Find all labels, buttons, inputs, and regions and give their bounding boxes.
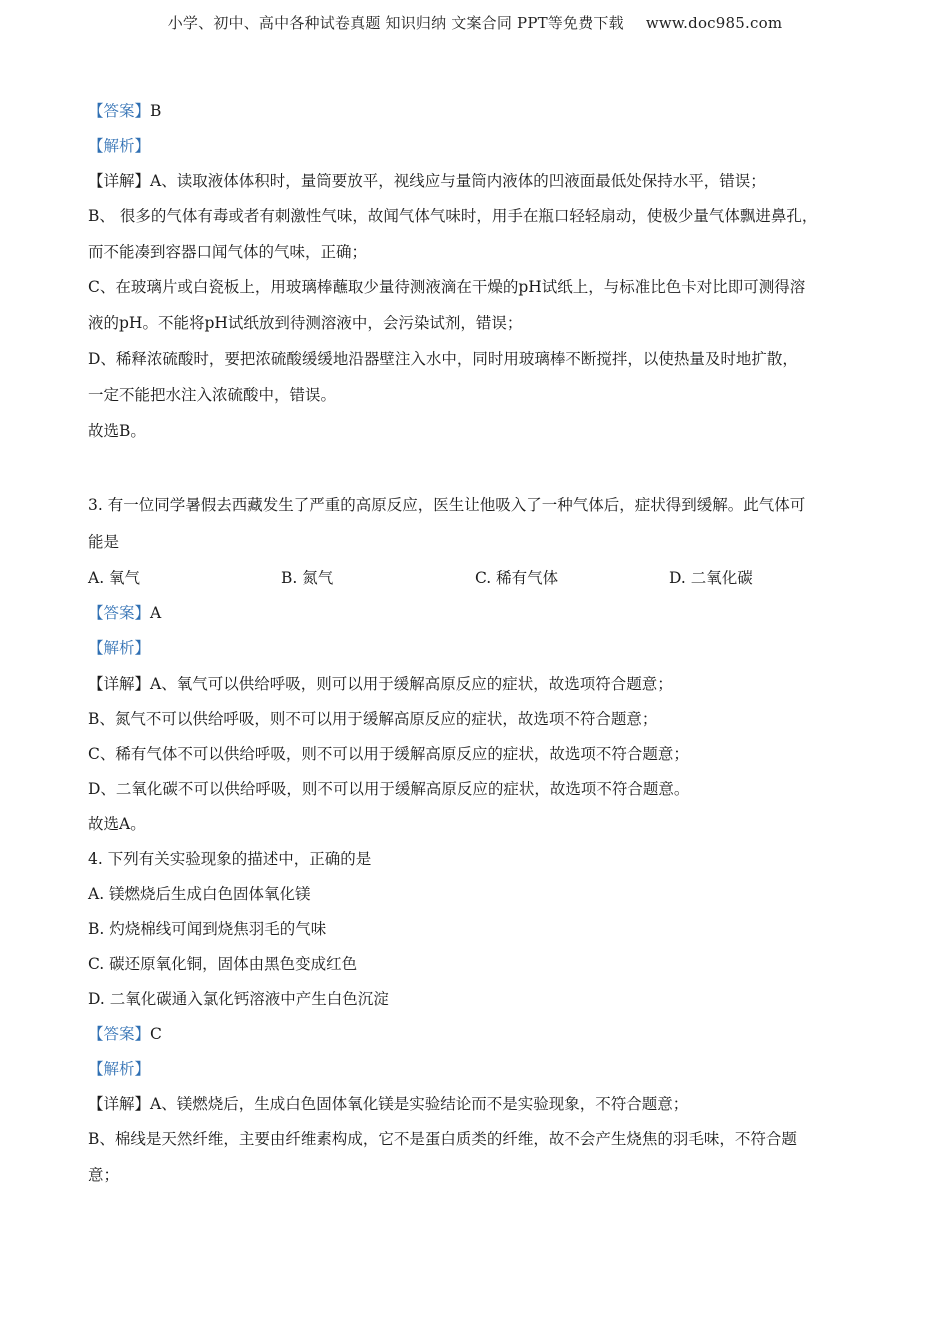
q3-answer-line: 【答案】A: [88, 604, 162, 622]
q2-detail-d-line2: 一定不能把水注入浓硫酸中，错误。: [88, 386, 337, 404]
answer-tag: 答案: [103, 1025, 135, 1043]
detail-text: A、读取液体体积时，量筒要放平，视线应与量筒内液体的凹液面最低处保持水平，错误；: [150, 172, 766, 190]
q4-stem: 4. 下列有关实验现象的描述中，正确的是: [88, 850, 372, 868]
q2-detail-line: 【详解】A、读取液体体积时，量筒要放平，视线应与量筒内液体的凹液面最低处保持水平，错误；: [88, 172, 766, 190]
q2-detail-c-line2: 液的pH。不能将pH试纸放到待测溶液中，会污染试剂，错误；: [88, 314, 523, 332]
q3-stem-line1: 3. 有一位同学暑假去西藏发生了严重的高原反应，医生让他吸入了一种气体后，症状得到缓解。此气体可: [88, 496, 806, 514]
detail-tag: 详解: [103, 675, 135, 693]
q4-option-c: C. 碳还原氧化铜，固体由黑色变成红色: [88, 955, 358, 973]
q2-detail-c-line1: C、在玻璃片或白瓷板上，用玻璃棒蘸取少量待测液滴在干燥的pH试纸上，与标准比色卡对比即可测得溶: [88, 278, 806, 296]
q2-detail-b-line1: B、 很多的气体有毒或者有刺激性气味，故闻气体气味时，用手在瓶口轻轻扇动，使极少量气体飘进鼻孔，: [88, 207, 818, 225]
q2-analysis-line: 【解析】: [88, 137, 151, 155]
q4-answer-line: 【答案】C: [88, 1025, 162, 1043]
q4-analysis-line: 【解析】: [88, 1060, 151, 1078]
q3-option-b: B. 氮气: [281, 569, 334, 587]
q2-detail-d-line1: D、稀释浓硫酸时，要把浓硫酸缓缓地沿器壁注入水中，同时用玻璃棒不断搅拌，以使热量及时地扩散，: [88, 350, 798, 368]
q2-detail-b-line2: 而不能凑到容器口闻气体的气味，正确；: [88, 243, 368, 261]
q3-option-d: D. 二氧化碳: [669, 569, 753, 587]
q4-detail-line: 【详解】A、镁燃烧后，生成白色固体氧化镁是实验结论而不是实验现象，不符合题意；: [88, 1095, 689, 1113]
q3-analysis-line: 【解析】: [88, 639, 151, 657]
answer-tag: 答案: [103, 102, 135, 120]
detail-text: A、镁燃烧后，生成白色固体氧化镁是实验结论而不是实验现象，不符合题意；: [150, 1095, 689, 1113]
q3-option-a: A. 氧气: [88, 569, 141, 587]
analysis-tag: 解析: [103, 639, 135, 657]
q4-option-b: B. 灼烧棉线可闻到烧焦羽毛的气味: [88, 920, 327, 938]
header-url: www.doc985.com: [645, 14, 783, 32]
q3-conclusion: 故选A。: [88, 815, 146, 833]
q3-detail-c: C、稀有气体不可以供给呼吸，则不可以用于缓解高原反应的症状，故选项不符合题意；: [88, 745, 689, 763]
answer-value: A: [150, 604, 162, 622]
detail-tag: 详解: [103, 172, 135, 190]
q2-conclusion: 故选B。: [88, 422, 146, 440]
analysis-tag: 解析: [103, 137, 135, 155]
q3-detail-line: 【详解】A、氧气可以供给呼吸，则可以用于缓解高原反应的症状，故选项符合题意；: [88, 675, 673, 693]
page-header: [0, 12, 950, 33]
q4-option-a: A. 镁燃烧后生成白色固体氧化镁: [88, 885, 311, 903]
q3-detail-b: B、氮气不可以供给呼吸，则不可以用于缓解高原反应的症状，故选项不符合题意；: [88, 710, 658, 728]
detail-tag: 详解: [103, 1095, 135, 1113]
q3-stem-line2: 能是: [88, 533, 120, 551]
answer-value: C: [150, 1025, 162, 1043]
header-text: 小学、初中、高中各种试卷真题 知识归纳 文案合同 PPT等免费下载: [167, 14, 624, 32]
q4-detail-b-line1: B、棉线是天然纤维，主要由纤维素构成，它不是蛋白质类的纤维，故不会产生烧焦的羽毛味，不符合题: [88, 1130, 797, 1148]
q3-detail-d: D、二氧化碳不可以供给呼吸，则不可以用于缓解高原反应的症状，故选项不符合题意。: [88, 780, 690, 798]
q4-detail-b-line2: 意；: [88, 1166, 120, 1184]
answer-value: B: [150, 102, 162, 120]
analysis-tag: 解析: [103, 1060, 135, 1078]
q3-option-c: C. 稀有气体: [475, 569, 559, 587]
answer-tag: 答案: [103, 604, 135, 622]
q2-answer-line: 【答案】B: [88, 102, 162, 120]
detail-text: A、氧气可以供给呼吸，则可以用于缓解高原反应的症状，故选项符合题意；: [150, 675, 673, 693]
q4-option-d: D. 二氧化碳通入氯化钙溶液中产生白色沉淀: [88, 990, 389, 1008]
